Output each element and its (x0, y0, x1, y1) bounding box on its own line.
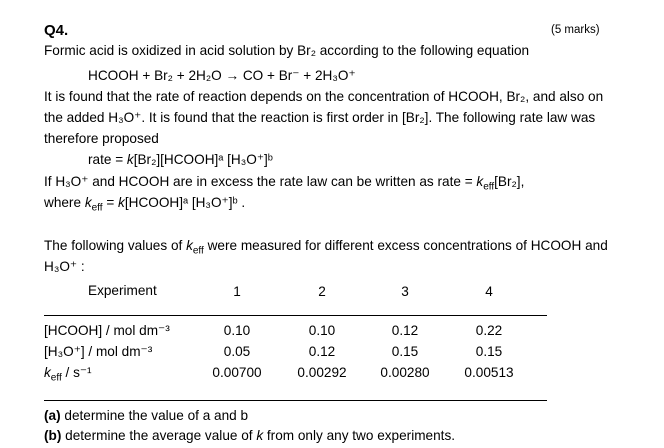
reaction-equation: HCOOH + Br₂ + 2H₂O → CO + Br⁻ + 2H₃O⁺ (88, 68, 356, 83)
where-keff-k: k (84, 195, 92, 210)
table-col-3: 3 (401, 284, 409, 299)
table-cell: 0.12 (391, 323, 419, 338)
where-prefix: where (44, 195, 85, 210)
rate-law (88, 152, 273, 168)
table-cell: 0.00280 (380, 365, 430, 380)
table-row-label-h3o: [H₃O⁺] / mol dm⁻³ (44, 344, 153, 359)
table-divider-top (44, 315, 547, 316)
task-b-rest: from only any two experiments. (263, 428, 456, 443)
table-col-4: 4 (485, 284, 493, 299)
following-line-1 (44, 238, 608, 257)
where-rest: [HCOOH]ᵃ [H₃O⁺]ᵇ . (124, 195, 246, 210)
intro-text: Formic acid is oxidized in acid solution by Br₂ according to the following equation (44, 43, 530, 58)
excess-tail: [Br₂], (494, 174, 525, 189)
question-number: Q4. (44, 22, 69, 39)
following-line-2: H₃O⁺ : (44, 259, 85, 274)
table-row-label-hcooh: [HCOOH] / mol dm⁻³ (44, 323, 170, 338)
task-a-label: (a) (44, 408, 61, 423)
excess-text: If H₃O⁺ and HCOOH are in excess the rate law can be written as rate = (44, 174, 477, 189)
task-a-text: determine the value of a and b (60, 408, 249, 423)
where-mid: = (102, 195, 119, 210)
following-keff-k: k (186, 238, 193, 253)
following-rest: were measured for different excess concentrations of HCOOH and (203, 238, 608, 253)
row-keff-rest: / s⁻¹ (61, 365, 92, 380)
paragraph-line-3: therefore proposed (44, 131, 159, 146)
task-b-label: (b) (44, 428, 62, 443)
table-cell: 0.15 (391, 344, 419, 359)
table-col-1: 1 (233, 284, 241, 299)
task-b-k: k (256, 428, 264, 443)
paragraph-line-2: the added H₃O⁺. It is found that the reaction is first order in [Br₂]. The following rate law was (44, 110, 596, 125)
keff-sub: eff (483, 181, 495, 193)
keff-k: k (476, 174, 484, 189)
rate-law-rest: [Br₂][HCOOH]ᵃ [H₃O⁺]ᵇ (133, 152, 273, 167)
table-cell: 0.00292 (297, 365, 347, 380)
excess-rate-law (44, 174, 524, 193)
where-clause (44, 195, 245, 214)
table-cell: 0.00513 (464, 365, 514, 380)
rate-law-prefix: rate = (88, 152, 127, 167)
table-cell: 0.15 (475, 344, 503, 359)
following-prefix: The following values of (44, 238, 187, 253)
table-cell: 0.12 (308, 344, 336, 359)
marks-label: (5 marks) (551, 24, 600, 36)
task-a (44, 408, 248, 423)
task-b (44, 428, 455, 443)
row-keff-sub: eff (50, 372, 62, 384)
table-cell: 0.00700 (212, 365, 262, 380)
where-keff-sub: eff (91, 202, 103, 214)
table-cell: 0.10 (223, 323, 251, 338)
table-row-label-keff (44, 365, 92, 384)
task-b-prefix: determine the average value of (61, 428, 257, 443)
where-k: k (118, 195, 125, 210)
paragraph-line-1: It is found that the rate of reaction depends on the concentration of HCOOH, Br₂, and also on (44, 89, 604, 104)
rate-law-k: k (126, 152, 134, 167)
table-col-2: 2 (318, 284, 326, 299)
row-keff-k: k (44, 365, 51, 380)
following-keff-sub: eff (192, 245, 204, 257)
table-cell: 0.10 (308, 323, 336, 338)
table-cell: 0.22 (475, 323, 503, 338)
table-header-label: Experiment (88, 283, 157, 298)
table-divider-bottom (44, 400, 547, 401)
table-cell: 0.05 (223, 344, 251, 359)
